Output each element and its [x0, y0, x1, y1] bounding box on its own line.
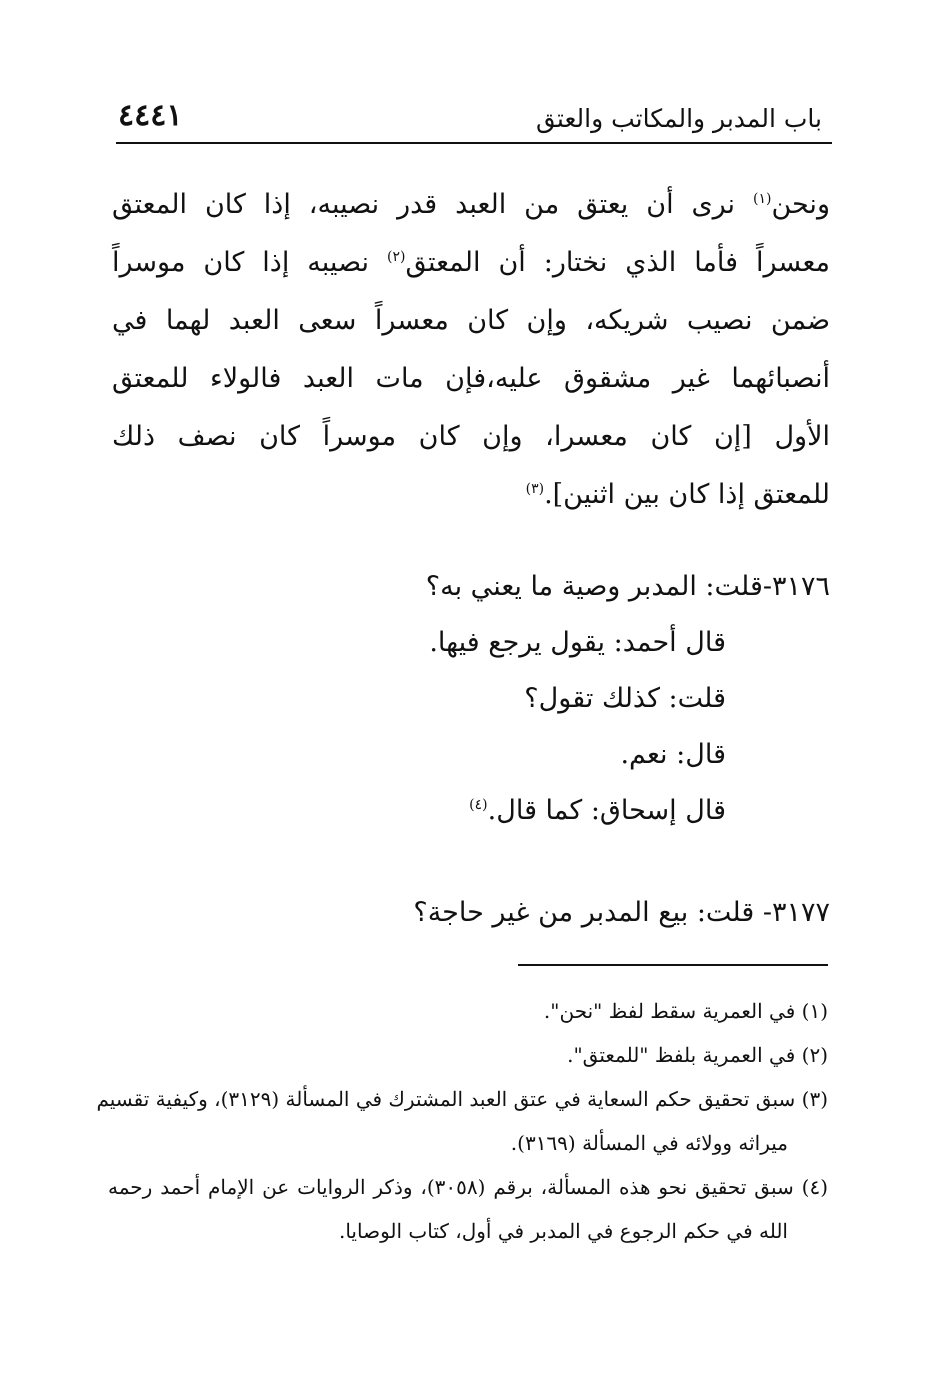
text-line [112, 292, 830, 350]
text-line [112, 350, 830, 408]
footnote-4: (٤) سبق تحقيق نحو هذه المسألة، برقم (٣٠٥٨)، وذكر الروايات عن الإمام أحمد رحمه [108, 1175, 828, 1199]
text-line [429, 614, 726, 672]
running-header-title: باب المدبر والمكاتب والعتق [536, 104, 822, 133]
issue-heading [426, 558, 830, 616]
header-rule [116, 142, 832, 144]
text-line [469, 782, 726, 840]
text-line [112, 408, 830, 466]
footnote-2: (٢) في العمرية بلفظ "للمعتق". [567, 1043, 828, 1067]
line-text: ٣١٧٦-قلت: المدبر وصية ما يعني به؟ [425, 571, 830, 602]
text-line [524, 670, 726, 728]
footnote-1: (١) في العمرية سقط لفظ "نحن". [543, 999, 828, 1023]
footnote-3-continued: ميراثه وولائه في المسألة (٣١٦٩). [510, 1131, 788, 1155]
text-line [112, 234, 830, 292]
line-text: ونحن [771, 189, 830, 220]
issue-heading: ٣١٧٧- قلت: بيع المدبر من غير حاجة؟ [413, 897, 830, 928]
line-text: للمعتق إذا كان بين اثنين]. [544, 479, 830, 510]
line-text: معسراً فأما الذي نختار: أن المعتق [405, 247, 830, 278]
line-text: الأول [إن كان معسرا، وإن كان موسراً كان نصف ذلك [112, 421, 830, 452]
line-text: نرى أن يعتق من العبد قدر نصيبه، إذا كان المعتق [112, 189, 753, 220]
footnote-marker: (٤) [469, 797, 488, 813]
line-text: أنصبائهما غير مشقوق عليه،فإن مات العبد فالولاء للمعتق [112, 363, 830, 394]
line-text: قال إسحاق: كما قال. [487, 795, 726, 826]
footnote-4-continued: الله في حكم الرجوع في المدبر في أول، كتاب الوصايا. [338, 1219, 788, 1243]
line-text: قال: نعم. [620, 739, 726, 770]
page-number: ٤٤٤١ [118, 98, 183, 133]
line-text: ضمن نصيب شريكه، وإن كان معسراً سعى العبد لهما في [112, 305, 830, 336]
line-text: قلت: كذلك تقول؟ [524, 683, 726, 714]
footnote-marker: (٣) [525, 481, 545, 497]
footnote-3: (٣) سبق تحقيق حكم السعاية في عتق العبد المشترك في المسألة (٣١٢٩)، وكيفية تقسيم [96, 1087, 828, 1111]
line-text: نصيبه إذا كان موسراً [112, 247, 387, 278]
footnote-separator [518, 964, 828, 966]
line-text: قال أحمد: يقول يرجع فيها. [429, 627, 726, 658]
text-line [620, 726, 726, 784]
footnote-marker: (١) [752, 191, 772, 207]
footnote-marker: (٢) [386, 249, 406, 265]
text-line [112, 176, 830, 234]
text-line [526, 466, 830, 524]
